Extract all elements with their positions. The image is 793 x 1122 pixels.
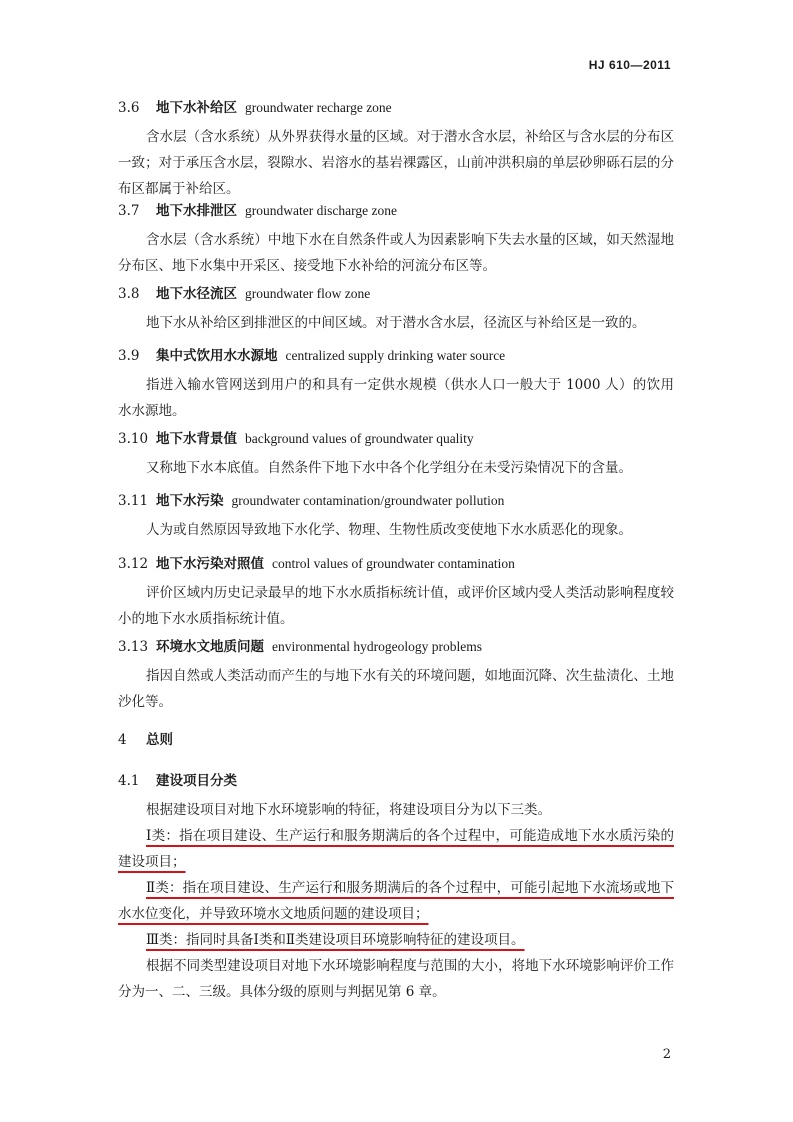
section-number: 3.6 <box>118 100 140 116</box>
section-3-7 <box>118 201 674 279</box>
section-heading <box>118 284 674 304</box>
section-heading <box>118 201 674 221</box>
class-1-text <box>118 823 674 875</box>
section-heading <box>118 429 674 449</box>
section-3-13 <box>118 637 674 715</box>
section-3-11 <box>118 491 674 543</box>
section-number: 3.7 <box>118 203 140 219</box>
term-en: groundwater contamination/groundwater pollution <box>231 493 505 508</box>
definition-text: 评价区域内历史记录最早的地下水水质指标统计值，或评价区域内受人类活动影响程度较小的地下水水质指标统计值。 <box>118 585 674 627</box>
term-cn: 环境水文地质问题 <box>156 639 264 655</box>
term-cn: 地下水污染对照值 <box>156 556 264 572</box>
section-3-8 <box>118 284 674 336</box>
term-en: control values of groundwater contamination <box>272 556 515 571</box>
section-heading <box>118 637 674 657</box>
term-en: groundwater recharge zone <box>245 100 392 115</box>
term-cn: 地下水污染 <box>156 493 224 509</box>
definition-text: 含水层（含水系统）中地下水在自然条件或人为因素影响下失去水量的区域，如天然湿地分布区、地下水集中开采区、接受地下水补给的河流分布区等。 <box>118 232 674 274</box>
section-number: 3.9 <box>118 348 140 364</box>
term-en: groundwater flow zone <box>245 286 371 301</box>
section-heading <box>118 491 674 511</box>
section-number: 3.12 <box>118 556 149 572</box>
term-en: environmental hydrogeology problems <box>272 639 482 654</box>
term-cn: 地下水背景值 <box>156 431 237 447</box>
term-cn: 集中式饮用水水源地 <box>156 348 278 364</box>
term-en: centralized supply drinking water source <box>285 348 506 363</box>
definition-text: 又称地下水本底值。自然条件下地下水中各个化学组分在未受污染情况下的含量。 <box>146 460 632 476</box>
section-3-6 <box>118 98 674 202</box>
section-heading <box>118 98 674 118</box>
classification-intro: 根据建设项目对地下水环境影响的特征，将建设项目分为以下三类。 <box>146 802 551 818</box>
section-number: 3.13 <box>118 639 149 655</box>
class-2-underlined: Ⅱ类：指在项目建设、生产运行和服务期满后的各个过程中，可能引起地下水流场或地下水水位变化，并导致环境水文地质问题的建设项目； <box>118 880 674 922</box>
term-cn: 地下水径流区 <box>156 286 237 302</box>
section-number: 3.10 <box>118 431 149 447</box>
definition-text: 含水层（含水系统）从外界获得水量的区域。对于潜水含水层，补给区与含水层的分布区一致；对于承压含水层，裂隙水、岩溶水的基岩裸露区，山前冲洪积扇的单层砂卵砾石层的分布区都属于补给区。 <box>118 129 674 197</box>
standard-code: HJ 610—2011 <box>588 58 671 72</box>
definition-text: 指因自然或人类活动而产生的与地下水有关的环境问题，如地面沉降、次生盐渍化、土地沙化等。 <box>118 668 674 710</box>
term-en: background values of groundwater quality <box>245 431 474 446</box>
section-3-9 <box>118 346 674 424</box>
term-cn: 地下水补给区 <box>156 100 237 116</box>
section-number: 4.1 <box>118 773 140 789</box>
definition-text: 指进入输水管网送到用户的和具有一定供水规模（供水人口一般大于 1000 人）的饮用水水源地。 <box>118 377 674 419</box>
grading-text: 根据不同类型建设项目对地下水环境影响程度与范围的大小，将地下水环境影响评价工作分为一、二、三级。具体分级的原则与判据见第 6 章。 <box>118 958 674 1000</box>
section-title: 建设项目分类 <box>156 773 237 789</box>
term-en: groundwater discharge zone <box>245 203 397 218</box>
class-3-text <box>118 927 674 953</box>
term-cn: 地下水排泄区 <box>156 203 237 219</box>
class-2-text <box>118 875 674 927</box>
section-heading <box>118 346 674 366</box>
section-heading <box>118 554 674 574</box>
section-number: 3.8 <box>118 286 140 302</box>
page-number: 2 <box>662 1047 671 1062</box>
section-number: 3.11 <box>118 493 149 509</box>
chapter-4-heading <box>118 730 674 750</box>
section-heading <box>118 771 674 791</box>
definition-text: 地下水从补给区到排泄区的中间区域。对于潜水含水层，径流区与补给区是一致的。 <box>146 315 646 331</box>
class-1-underlined: Ⅰ类：指在项目建设、生产运行和服务期满后的各个过程中，可能造成地下水水质污染的建设项目； <box>118 828 674 870</box>
section-3-12 <box>118 554 674 632</box>
class-3-underlined: Ⅲ类：指同时具备Ⅰ类和Ⅱ类建设项目环境影响特征的建设项目。 <box>146 932 525 948</box>
section-4-1 <box>118 771 674 1005</box>
chapter-number: 4 <box>118 732 127 748</box>
definition-text: 人为或自然原因导致地下水化学、物理、生物性质改变使地下水水质恶化的现象。 <box>146 522 632 538</box>
section-3-10 <box>118 429 674 481</box>
chapter-title: 总则 <box>146 732 173 748</box>
